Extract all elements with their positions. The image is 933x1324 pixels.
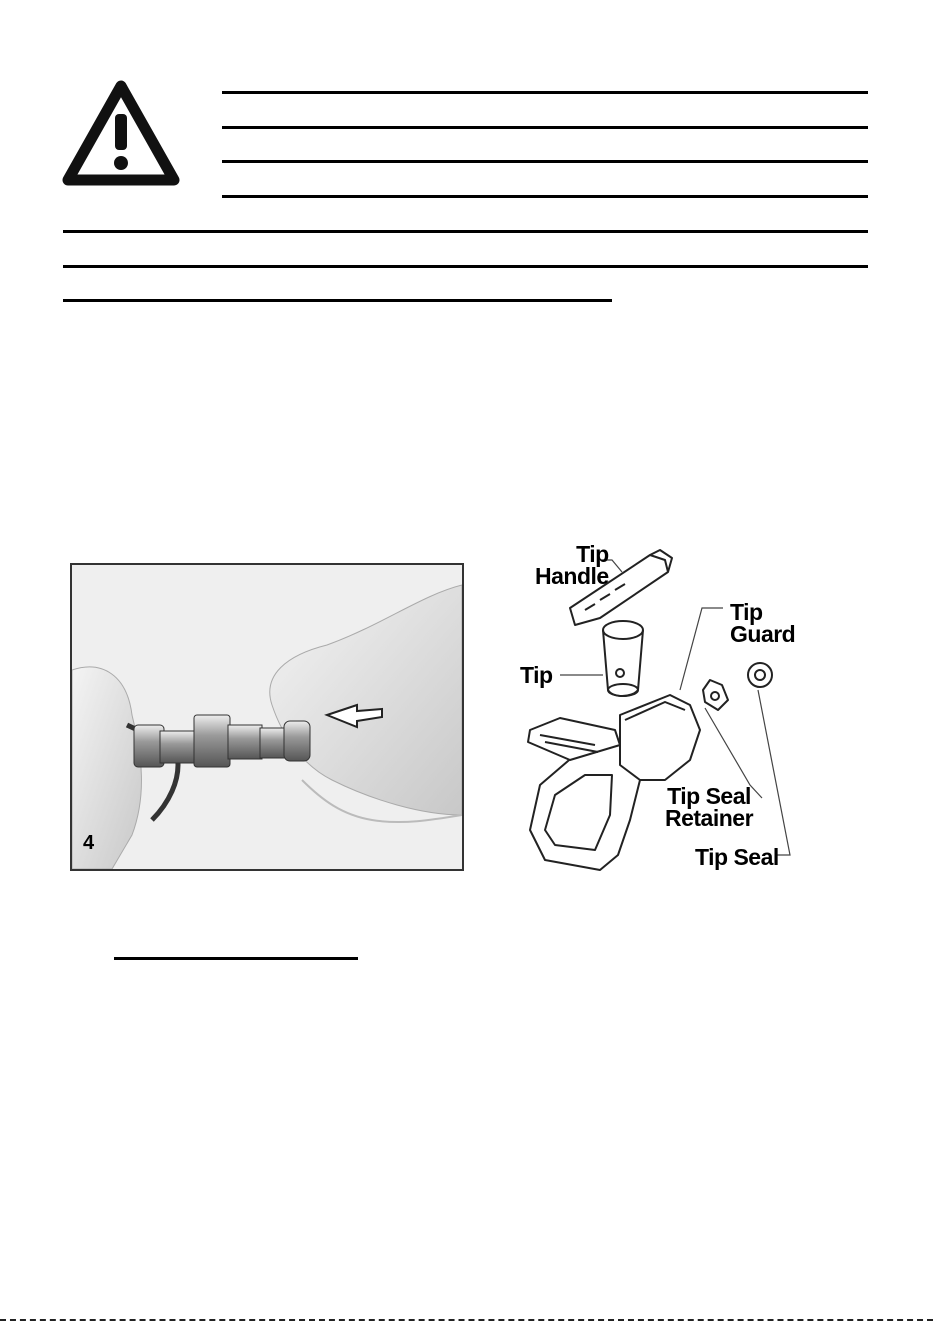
photo-figure (70, 563, 464, 871)
tip-assembly-diagram (500, 530, 840, 890)
page-bottom-border (0, 1319, 933, 1321)
figure-number: 4 (83, 832, 95, 854)
hand-fitting-illustration (72, 565, 462, 869)
label-tip-guard: Tip Guard (730, 599, 796, 647)
label-tip-seal: Tip Seal (695, 844, 779, 870)
text-rule-7 (63, 299, 612, 302)
text-rule-8 (114, 957, 358, 960)
warning-icon (62, 78, 180, 188)
text-rule-3 (222, 160, 868, 163)
text-rule-1 (222, 91, 868, 94)
label-tip-handle: Tip Handle (535, 541, 609, 589)
text-rule-5 (63, 230, 868, 233)
label-tip-seal-retainer: Tip Seal Retainer (665, 783, 754, 831)
text-rule-6 (63, 265, 868, 268)
text-rule-4 (222, 195, 868, 198)
label-tip: Tip (520, 662, 553, 688)
text-rule-2 (222, 126, 868, 129)
